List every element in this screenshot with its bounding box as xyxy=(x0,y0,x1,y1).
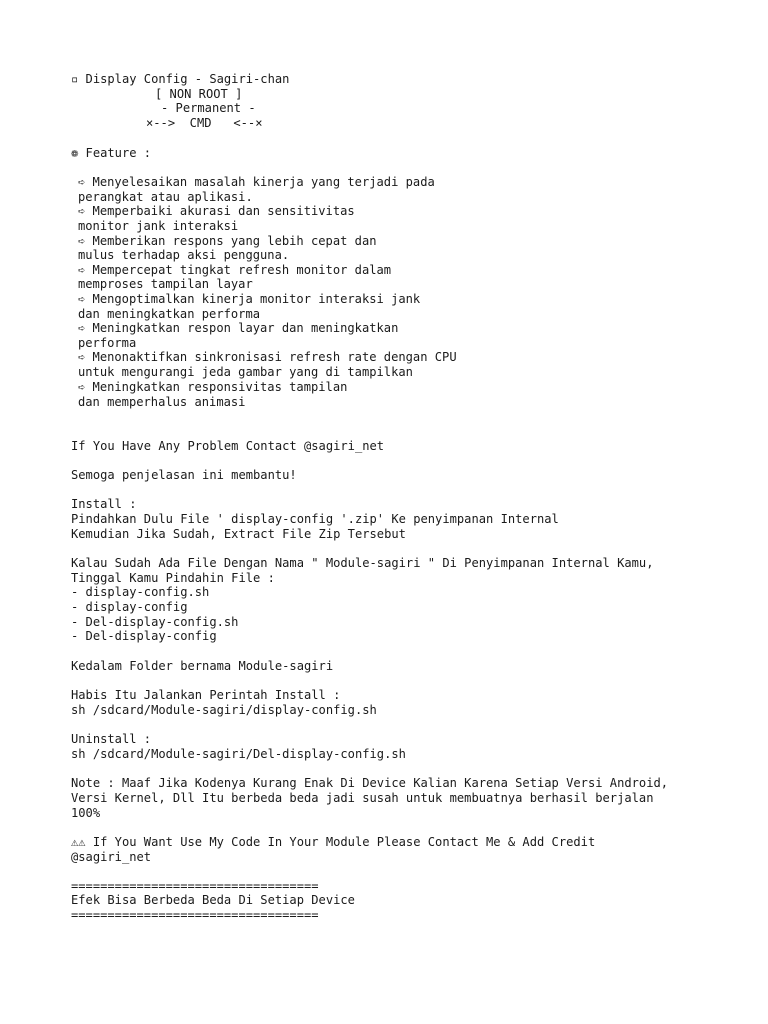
file-list-item: - Del-display-config.sh xyxy=(71,615,239,629)
run-command: sh /sdcard/Module-sagiri/display-config.sh xyxy=(71,703,377,717)
doc-subtitle-non-root: [ NON ROOT ] xyxy=(155,87,243,101)
file-list-item: - Del-display-config xyxy=(71,629,217,643)
doc-subtitle-permanent: - Permanent - xyxy=(161,101,256,115)
install-line: Kemudian Jika Sudah, Extract File Zip Tersebut xyxy=(71,527,406,541)
feature-line: dan memperhalus animasi xyxy=(78,395,246,409)
feature-line: ➪ Mempercepat tingkat refresh monitor dalam xyxy=(78,263,392,277)
note-line: Versi Kernel, Dll Itu berbeda beda jadi susah untuk membuatnya berhasil berjalan xyxy=(71,791,654,805)
module-line: Tinggal Kamu Pindahin File : xyxy=(71,571,275,585)
doc-subtitle-cmd: ×--> CMD <--× xyxy=(146,116,263,130)
file-list-item: - display-config.sh xyxy=(71,585,210,599)
feature-line: ➪ Menonaktifkan sinkronisasi refresh rate dengan CPU xyxy=(78,350,457,364)
feature-line: mulus terhadap aksi pengguna. xyxy=(78,248,290,262)
feature-line: ➪ Mengoptimalkan kinerja monitor interaksi jank xyxy=(78,292,421,306)
note-line: Note : Maaf Jika Kodenya Kurang Enak Di Device Kalian Karena Setiap Versi Android, xyxy=(71,776,669,790)
run-heading: Habis Itu Jalankan Perintah Install : xyxy=(71,688,341,702)
effect-line: Efek Bisa Berbeda Beda Di Setiap Device xyxy=(71,893,355,907)
warning-line: ⚠⚠ If You Want Use My Code In Your Module Please Contact Me & Add Credit xyxy=(71,835,596,849)
module-line: Kalau Sudah Ada File Dengan Nama " Module-sagiri " Di Penyimpanan Internal Kamu, xyxy=(71,556,654,570)
warning-line: @sagiri_net xyxy=(71,850,152,864)
note-line: 100% xyxy=(71,806,101,820)
feature-line: monitor jank interaksi xyxy=(78,219,239,233)
contact-line: If You Have Any Problem Contact @sagiri_net xyxy=(71,439,385,453)
feature-line: memproses tampilan layar xyxy=(78,277,253,291)
closing-line: Semoga penjelasan ini membantu! xyxy=(71,468,297,482)
file-list-item: - display-config xyxy=(71,600,188,614)
uninstall-heading: Uninstall : xyxy=(71,732,152,746)
folder-line: Kedalam Folder bernama Module-sagiri xyxy=(71,659,334,673)
doc-title: ▫ Display Config - Sagiri-chan xyxy=(71,72,290,86)
separator-line: ================================== xyxy=(71,879,319,893)
install-line: Pindahkan Dulu File ' display-config '.zip' Ke penyimpanan Internal xyxy=(71,512,559,526)
separator-line: ================================== xyxy=(71,908,319,922)
feature-line: ➪ Menyelesaikan masalah kinerja yang terjadi pada xyxy=(78,175,435,189)
feature-line: perangkat atau aplikasi. xyxy=(78,190,253,204)
feature-line: performa xyxy=(78,336,137,350)
feature-line: untuk mengurangi jeda gambar yang di tampilkan xyxy=(78,365,413,379)
feature-line: dan meningkatkan performa xyxy=(78,307,261,321)
install-heading: Install : xyxy=(71,497,137,511)
feature-line: ➪ Memberikan respons yang lebih cepat dan xyxy=(78,234,377,248)
feature-line: ➪ Meningkatkan responsivitas tampilan xyxy=(78,380,348,394)
uninstall-command: sh /sdcard/Module-sagiri/Del-display-config.sh xyxy=(71,747,406,761)
feature-line: ➪ Memperbaiki akurasi dan sensitivitas xyxy=(78,204,355,218)
feature-heading: ❁ Feature : xyxy=(71,146,152,160)
feature-line: ➪ Meningkatkan respon layar dan meningkatkan xyxy=(78,321,399,335)
